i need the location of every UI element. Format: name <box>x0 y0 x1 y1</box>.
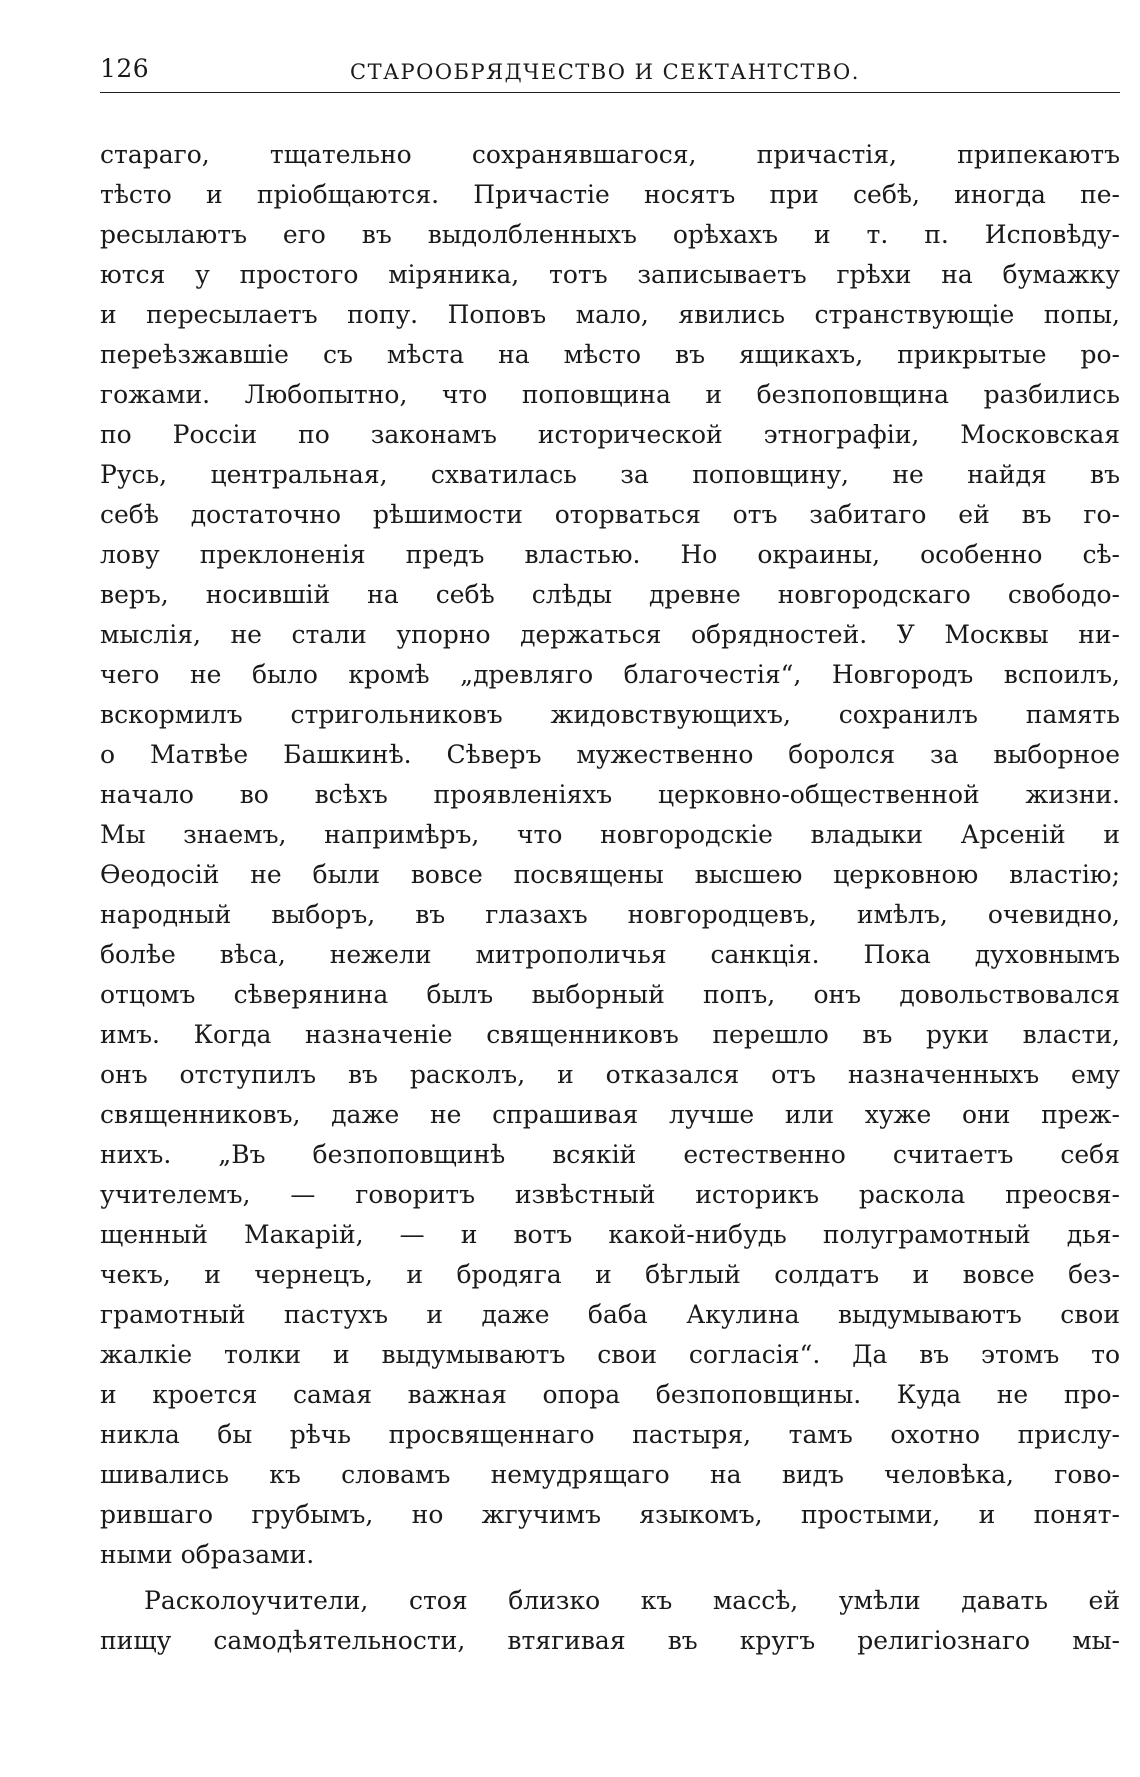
text-line: и кроется самая важная опора безпоповщины. Куда не про- <box>100 1380 1120 1409</box>
text-line: грамотный пастухъ и даже баба Акулина выдумываютъ свои <box>100 1300 1120 1329</box>
text-line: ресылаютъ его въ выдолбленныхъ орѣхахъ и т. п. Исповѣду- <box>100 220 1120 249</box>
running-title: СТАРООБРЯДЧЕСТВО И СЕКТАНТСТВО. <box>350 60 860 84</box>
text-line: чего не было кромѣ „древляго благочестія“, Новгородъ вспоилъ, <box>100 660 1120 689</box>
text-line: ными образами. <box>100 1540 315 1569</box>
text-line: болѣе вѣса, нежели митрополичья санкція. Пока духовнымъ <box>100 940 1120 969</box>
text-line: веръ, носившій на себѣ слѣды древне новгородскаго свободо- <box>100 580 1120 609</box>
text-line: учителемъ, — говоритъ извѣстный историкъ раскола преосвя- <box>100 1180 1120 1209</box>
text-line: ются у простого міряника, тотъ записываетъ грѣхи на бумажку <box>100 260 1120 289</box>
text-line: гожами. Любопытно, что поповщина и безпоповщина разбились <box>100 380 1120 409</box>
text-line: пищу самодѣятельности, втягивая въ кругъ религіознаго мы- <box>100 1626 1120 1655</box>
text-line: рившаго грубымъ, но жгучимъ языкомъ, простыми, и понят- <box>100 1500 1120 1529</box>
text-line: и пересылаетъ попу. Поповъ мало, явились странствующіе попы, <box>100 300 1120 329</box>
page-header <box>100 46 1120 93</box>
paragraph-2 <box>100 1581 1120 1661</box>
text-line: по Россіи по законамъ исторической этнографіи, Московская <box>100 420 1120 449</box>
text-line: Мы знаемъ, напримѣръ, что новгородскіе владыки Арсеній и <box>100 820 1120 849</box>
text-line: чекъ, и чернецъ, и бродяга и бѣглый солдатъ и вовсе без- <box>100 1260 1120 1289</box>
text-line: вскормилъ стригольниковъ жидовствующихъ, сохранилъ память <box>100 700 1120 729</box>
text-line: имъ. Когда назначеніе священниковъ перешло въ руки власти, <box>100 1020 1120 1049</box>
text-line: о Матвѣе Башкинѣ. Сѣверъ мужественно боролся за выборное <box>100 740 1120 769</box>
text-line: себѣ достаточно рѣшимости оторваться отъ забитаго ей въ го- <box>100 500 1120 529</box>
body-text <box>100 135 1120 1661</box>
text-line: Расколоучители, стоя близко къ массѣ, умѣли давать ей <box>144 1586 1120 1615</box>
text-line: онъ отступилъ въ расколъ, и отказался отъ назначенныхъ ему <box>100 1060 1120 1089</box>
text-line: никла бы рѣчь просвященнаго пастыря, тамъ охотно прислу- <box>100 1420 1120 1449</box>
page-number: 126 <box>100 54 150 83</box>
text-line: отцомъ сѣверянина былъ выборный попъ, онъ довольствовался <box>100 980 1120 1009</box>
paragraph-1 <box>100 135 1120 1575</box>
book-page <box>100 46 1120 1746</box>
text-line: лову преклоненія предъ властью. Но окраины, особенно сѣ- <box>100 540 1120 569</box>
text-line: переѣзжавшіе съ мѣста на мѣсто въ ящикахъ, прикрытые ро- <box>100 340 1120 369</box>
text-line: священниковъ, даже не спрашивая лучше или хуже они преж- <box>100 1100 1120 1129</box>
text-line: стараго, тщательно сохранявшагося, причастія, припекаютъ <box>100 140 1120 169</box>
text-line: шивались къ словамъ немудрящаго на видъ человѣка, гово- <box>100 1460 1120 1489</box>
text-line: жалкіе толки и выдумываютъ свои согласія“. Да въ этомъ то <box>100 1340 1120 1369</box>
text-line: тѣсто и пріобщаются. Причастіе носятъ при себѣ, иногда пе- <box>100 180 1120 209</box>
text-line: щенный Макарій, — и вотъ какой-нибудь полуграмотный дья- <box>100 1220 1120 1249</box>
text-line: Ѳеодосій не были вовсе посвящены высшею церковною властію; <box>100 860 1120 889</box>
text-line: Русь, центральная, схватилась за поповщину, не найдя въ <box>100 460 1120 489</box>
text-line: начало во всѣхъ проявленіяхъ церковно-общественной жизни. <box>100 780 1120 809</box>
text-line: мыслія, не стали упорно держаться обрядностей. У Москвы ни- <box>100 620 1120 649</box>
text-line: народный выборъ, въ глазахъ новгородцевъ, имѣлъ, очевидно, <box>100 900 1120 929</box>
text-line: нихъ. „Въ безпоповщинѣ всякій естественно считаетъ себя <box>100 1140 1120 1169</box>
